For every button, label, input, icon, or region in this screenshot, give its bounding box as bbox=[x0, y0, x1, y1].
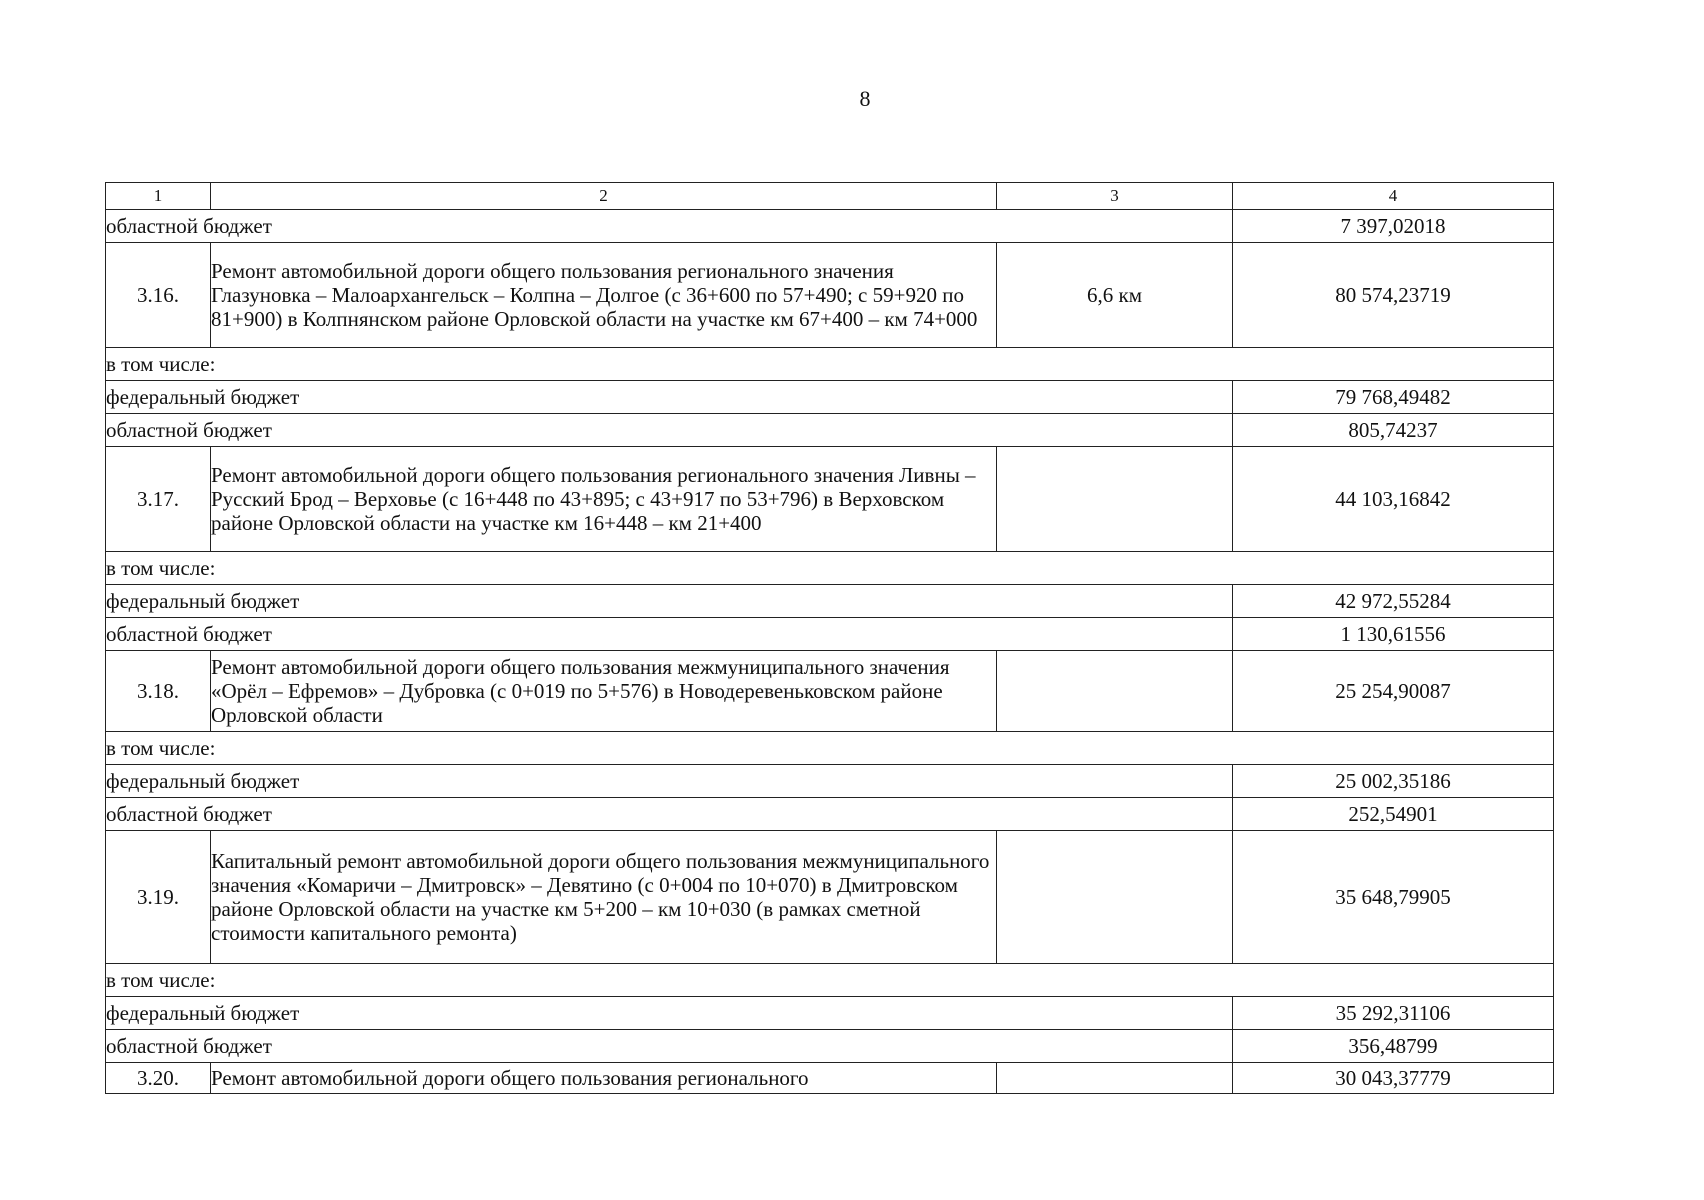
budget-row bbox=[106, 798, 1554, 831]
budget-label: федеральный бюджет bbox=[106, 585, 1233, 618]
item-number: 3.19. bbox=[106, 831, 211, 964]
amount-cell: 356,48799 bbox=[1233, 1030, 1554, 1063]
amount-cell: 44 103,16842 bbox=[1233, 447, 1554, 552]
budget-label: областной бюджет bbox=[106, 210, 1233, 243]
amount-cell: 35 292,31106 bbox=[1233, 997, 1554, 1030]
item-row bbox=[106, 831, 1554, 964]
budget-row bbox=[106, 1030, 1554, 1063]
amount-cell: 7 397,02018 bbox=[1233, 210, 1554, 243]
item-row bbox=[106, 651, 1554, 732]
budget-label: федеральный бюджет bbox=[106, 381, 1233, 414]
item-number: 3.18. bbox=[106, 651, 211, 732]
item-quantity: 6,6 км bbox=[997, 243, 1233, 348]
budget-table bbox=[105, 182, 1554, 1094]
item-quantity bbox=[997, 831, 1233, 964]
column-header: 2 bbox=[211, 183, 997, 210]
budget-label: областной бюджет bbox=[106, 1030, 1233, 1063]
item-number: 3.20. bbox=[106, 1063, 211, 1094]
budget-row bbox=[106, 618, 1554, 651]
subtotal-heading: в том числе: bbox=[106, 552, 1554, 585]
subtotal-heading-row bbox=[106, 964, 1554, 997]
subtotal-heading: в том числе: bbox=[106, 732, 1554, 765]
subtotal-heading-row bbox=[106, 732, 1554, 765]
budget-label: областной бюджет bbox=[106, 798, 1233, 831]
amount-cell: 805,74237 bbox=[1233, 414, 1554, 447]
item-quantity bbox=[997, 651, 1233, 732]
amount-cell: 79 768,49482 bbox=[1233, 381, 1554, 414]
item-description: Ремонт автомобильной дороги общего пользования регионального bbox=[211, 1063, 997, 1094]
item-row bbox=[106, 243, 1554, 348]
item-number: 3.16. bbox=[106, 243, 211, 348]
subtotal-heading: в том числе: bbox=[106, 964, 1554, 997]
budget-row bbox=[106, 765, 1554, 798]
amount-cell: 1 130,61556 bbox=[1233, 618, 1554, 651]
amount-cell: 25 254,90087 bbox=[1233, 651, 1554, 732]
table-header-row bbox=[106, 183, 1554, 210]
budget-row bbox=[106, 585, 1554, 618]
budget-label: областной бюджет bbox=[106, 618, 1233, 651]
item-description: Ремонт автомобильной дороги общего пользования регионального значения Ливны – Русский Брод – Верховье (с 16+448 по 43+895; с 43+917 по 53+796) в Верховском районе Орловской области на участке км 16+448 – км 21+400 bbox=[211, 447, 997, 552]
item-row bbox=[106, 447, 1554, 552]
column-header: 1 bbox=[106, 183, 211, 210]
budget-row bbox=[106, 210, 1554, 243]
item-description: Ремонт автомобильной дороги общего пользования регионального значения Глазуновка – Малоархангельск – Колпна – Долгое (с 36+600 по 57+490; с 59+920 по 81+900) в Колпнянском районе Орловской области на участке км 67+400 – км 74+000 bbox=[211, 243, 997, 348]
amount-cell: 25 002,35186 bbox=[1233, 765, 1554, 798]
item-quantity bbox=[997, 1063, 1233, 1094]
budget-label: федеральный бюджет bbox=[106, 765, 1233, 798]
subtotal-heading: в том числе: bbox=[106, 348, 1554, 381]
item-quantity bbox=[997, 447, 1233, 552]
item-description: Капитальный ремонт автомобильной дороги общего пользования межмуниципального значения «Комаричи – Дмитровск» – Девятино (с 0+004 по 10+070) в Дмитровском районе Орловской области на участке км 5+200 – км 10+030 (в рамках сметной стоимости капитального ремонта) bbox=[211, 831, 997, 964]
amount-cell: 35 648,79905 bbox=[1233, 831, 1554, 964]
item-description: Ремонт автомобильной дороги общего пользования межмуниципального значения «Орёл – Ефремов» – Дубровка (с 0+019 по 5+576) в Новодеревеньковском районе Орловской области bbox=[211, 651, 997, 732]
column-header: 3 bbox=[997, 183, 1233, 210]
budget-row bbox=[106, 997, 1554, 1030]
column-header: 4 bbox=[1233, 183, 1554, 210]
budget-label: областной бюджет bbox=[106, 414, 1233, 447]
amount-cell: 42 972,55284 bbox=[1233, 585, 1554, 618]
subtotal-heading-row bbox=[106, 348, 1554, 381]
amount-cell: 80 574,23719 bbox=[1233, 243, 1554, 348]
amount-cell: 252,54901 bbox=[1233, 798, 1554, 831]
subtotal-heading-row bbox=[106, 552, 1554, 585]
budget-row bbox=[106, 381, 1554, 414]
budget-row bbox=[106, 414, 1554, 447]
item-number: 3.17. bbox=[106, 447, 211, 552]
amount-cell: 30 043,37779 bbox=[1233, 1063, 1554, 1094]
budget-label: федеральный бюджет bbox=[106, 997, 1233, 1030]
page-number: 8 bbox=[859, 86, 871, 111]
item-row bbox=[106, 1063, 1554, 1094]
